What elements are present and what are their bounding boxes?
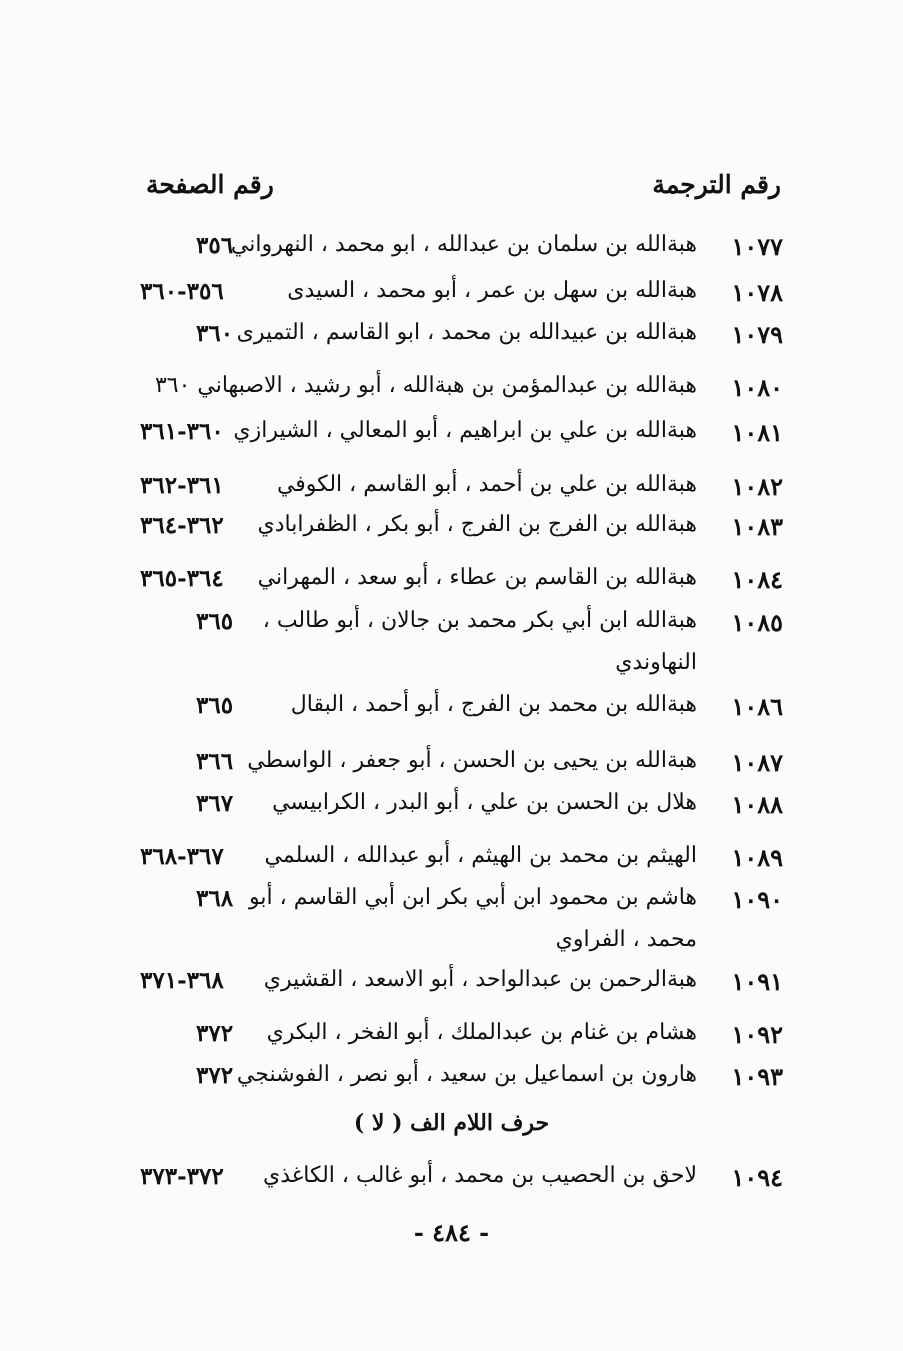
entry-number: ١٠٩٢ bbox=[731, 1020, 783, 1049]
index-entry bbox=[0, 373, 903, 413]
page-number: - ٤٨٤ - bbox=[413, 1218, 490, 1247]
index-entry bbox=[0, 843, 903, 883]
entry-page: ٣٦٠ bbox=[196, 320, 234, 347]
translation-number-header: رقم الترجمة bbox=[652, 170, 781, 199]
index-entry bbox=[0, 608, 903, 692]
entry-number: ١٠٨٢ bbox=[731, 472, 783, 501]
entry-text: هبةالله بن يحيى بن الحسن ، أبو جعفر ، الواسطي bbox=[247, 748, 697, 773]
entry-number: ١٠٩٠ bbox=[731, 885, 783, 914]
entry-page: ٣٧٢-٣٧٣ bbox=[140, 1163, 224, 1190]
entry-text: هشام بن غنام بن عبدالملك ، أبو الفخر ، البكري bbox=[266, 1020, 697, 1045]
index-entry bbox=[0, 418, 903, 458]
entry-page: ٣٦٢-٣٦٤ bbox=[140, 512, 224, 539]
entry-page: ٣٦٥ bbox=[196, 608, 234, 635]
entry-page: ٣٦٦ bbox=[196, 748, 234, 775]
entry-page: ٣٧٢ bbox=[196, 1020, 234, 1047]
entry-page: ٣٥٦ bbox=[196, 232, 234, 259]
index-entry bbox=[0, 790, 903, 830]
entry-text: هبةالله بن القاسم بن عطاء ، أبو سعد ، المهراني bbox=[257, 565, 697, 590]
entry-text: هبةالله بن علي بن أحمد ، أبو القاسم ، الكوفي bbox=[276, 472, 697, 497]
index-entry bbox=[0, 748, 903, 788]
entry-text: هبةالله بن عبيدالله بن محمد ، ابو القاسم ، التميرى bbox=[236, 320, 697, 345]
entry-number: ١٠٨٨ bbox=[731, 790, 783, 819]
entry-number: ١٠٨٦ bbox=[731, 692, 783, 721]
entry-number: ١٠٧٨ bbox=[731, 278, 783, 307]
entry-number: ١٠٨٧ bbox=[731, 748, 783, 777]
entry-text: هبةالله ابن أبي بكر محمد بن جالان ، أبو طالب ، bbox=[262, 608, 697, 633]
index-entry bbox=[0, 1163, 903, 1203]
entry-text: هبةالله بن محمد بن الفرج ، أبو أحمد ، البقال bbox=[290, 692, 697, 717]
entry-number: ١٠٧٧ bbox=[731, 232, 783, 261]
entry-page: ٣٦٤-٣٦٥ bbox=[140, 565, 224, 592]
entry-text: هلال بن الحسن بن علي ، أبو البدر ، الكرابيسي bbox=[272, 790, 697, 815]
index-entry bbox=[0, 885, 903, 969]
entry-text: هبةالله بن سلمان بن عبدالله ، ابو محمد ، النهرواني bbox=[230, 232, 697, 257]
entry-page: ٣٦١-٣٦٢ bbox=[140, 472, 224, 499]
entry-text: هارون بن اسماعيل بن سعيد ، أبو نصر ، الفوشنجي bbox=[236, 1062, 697, 1087]
entry-text: لاحق بن الحصيب بن محمد ، أبو غالب ، الكاغذي bbox=[262, 1163, 697, 1188]
entry-page: ٣٦٨ bbox=[196, 885, 234, 912]
entry-text-continuation: محمد ، الفراوي bbox=[555, 927, 697, 952]
entry-text: هبةالله بن علي بن ابراهيم ، أبو المعالي ، الشيرازي bbox=[233, 418, 697, 443]
index-entry bbox=[0, 1062, 903, 1102]
index-entry bbox=[0, 692, 903, 732]
entry-number: ١٠٨٩ bbox=[731, 843, 783, 872]
entry-page: ٣٧٢ bbox=[196, 1062, 234, 1089]
entry-text: هبةالله بن سهل بن عمر ، أبو محمد ، السيدى bbox=[287, 278, 697, 303]
entry-number: ١٠٨٠ bbox=[731, 373, 783, 402]
entry-number: ١٠٩١ bbox=[731, 967, 783, 996]
index-entry bbox=[0, 565, 903, 605]
index-entry bbox=[0, 472, 903, 512]
entry-number: ١٠٩٣ bbox=[731, 1062, 783, 1091]
index-entry bbox=[0, 320, 903, 360]
index-entry bbox=[0, 512, 903, 552]
entry-text: هبةالله بن عبدالمؤمن بن هبةالله ، أبو رشيد ، الاصبهاني ٣٦٠ bbox=[154, 373, 697, 398]
entry-number: ١٠٨٥ bbox=[731, 608, 783, 637]
entry-page: ٣٦٠-٣٦١ bbox=[140, 418, 224, 445]
entry-text: هبةالله بن الفرج بن الفرج ، أبو بكر ، الظفرابادي bbox=[257, 512, 697, 537]
entry-text: الهيثم بن محمد بن الهيثم ، أبو عبدالله ، السلمي bbox=[264, 843, 697, 868]
entry-number: ١٠٨٤ bbox=[731, 565, 783, 594]
index-entry bbox=[0, 1020, 903, 1060]
entry-number: ١٠٩٤ bbox=[731, 1163, 783, 1192]
section-heading: حرف اللام الف ( لا ) bbox=[353, 1110, 550, 1136]
entry-page: ٣٦٥ bbox=[196, 692, 234, 719]
entry-number: ١٠٧٩ bbox=[731, 320, 783, 349]
entry-number: ١٠٨١ bbox=[731, 418, 783, 447]
index-entry bbox=[0, 967, 903, 1007]
entry-page: ٣٦٧-٣٦٨ bbox=[140, 843, 224, 870]
entry-text: هبةالرحمن بن عبدالواحد ، أبو الاسعد ، القشيري bbox=[263, 967, 697, 992]
entry-text: هاشم بن محمود ابن أبي بكر ابن أبي القاسم ، أبو bbox=[249, 885, 697, 910]
index-entry bbox=[0, 278, 903, 318]
entry-text-continuation: النهاوندي bbox=[615, 650, 697, 675]
entry-number: ١٠٨٣ bbox=[731, 512, 783, 541]
entry-page: ٣٥٦-٣٦٠ bbox=[140, 278, 224, 305]
entry-page: ٣٦٧ bbox=[196, 790, 234, 817]
index-entry bbox=[0, 232, 903, 272]
entry-page: ٣٦٨-٣٧١ bbox=[140, 967, 224, 994]
page-number-header: رقم الصفحة bbox=[146, 170, 274, 199]
